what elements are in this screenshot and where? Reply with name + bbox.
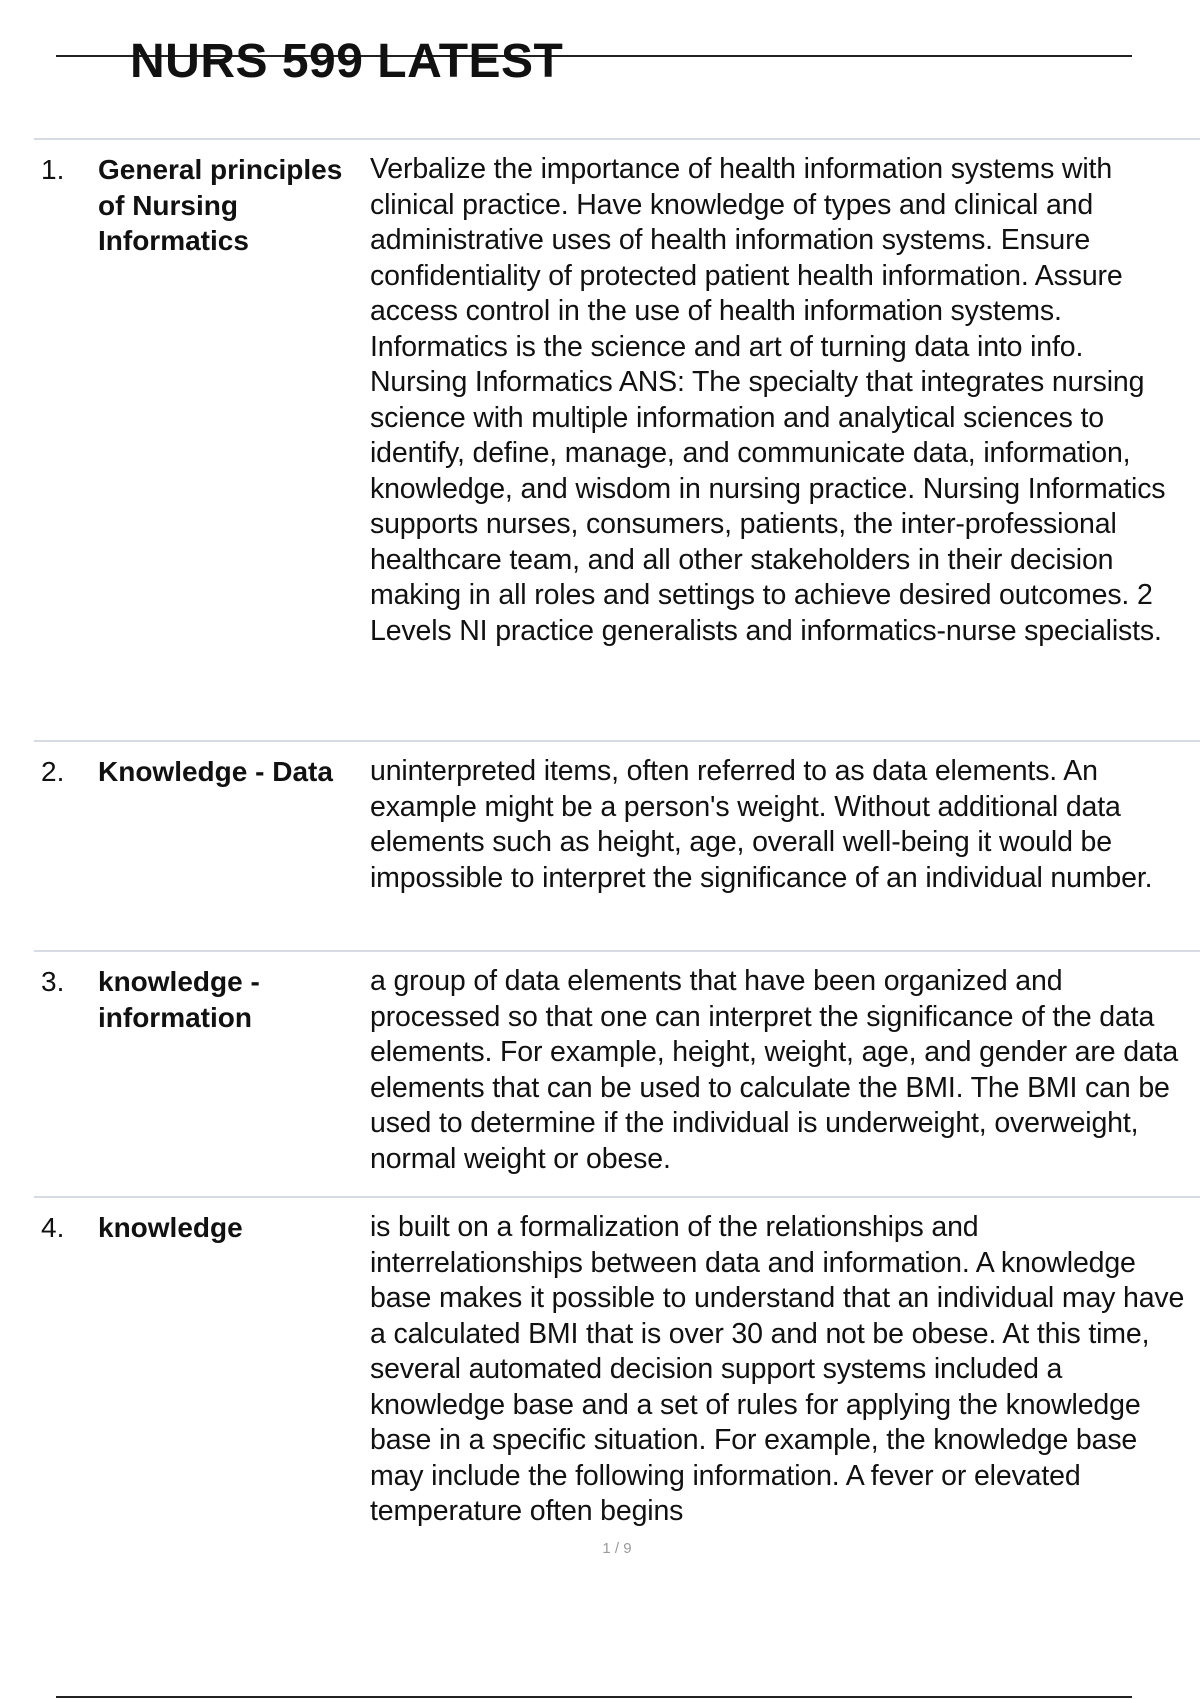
flashcard-list xyxy=(34,138,1200,1540)
card-number: 2. xyxy=(41,756,65,787)
card-number: 1. xyxy=(41,154,65,185)
card-number: 4. xyxy=(41,1212,65,1243)
card-term: knowledge - information xyxy=(98,966,260,1033)
flashcard-row xyxy=(34,950,1200,1196)
card-term: General principles of Nursing Informatics xyxy=(98,154,343,256)
page-title: NURS 599 LATEST xyxy=(130,35,564,88)
page-indicator: 1 / 9 xyxy=(602,1540,632,1557)
flashcard-row xyxy=(34,138,1200,740)
bottom-rule xyxy=(56,1696,1132,1698)
flashcard-row xyxy=(34,740,1200,950)
flashcard-row xyxy=(34,1196,1200,1540)
card-definition: Verbalize the importance of health information systems with clinical practice. Have knowledge of types and clinical and administrative uses of health information systems. Ensure confidentiality of protected patient health information. Assure access control in the use of health information systems. Informatics is the science and art of turning data into info. Nursing Informatics ANS: The specialty that integrates nursing science with multiple information and analytical sciences to identify, define, manage, and communicate data, information, knowledge, and wisdom in nursing practice. Nursing Informatics supports nurses, consumers, patients, the inter-professional healthcare team, and all other stakeholders in their decision making in all roles and settings to achieve desired outcomes. 2 Levels NI practice generalists and informatics-nurse specialists. xyxy=(370,153,1166,647)
card-definition: is built on a formalization of the relationships and interrelationships between data and information. A knowledge base makes it possible to understand that an individual may have a calculated BMI that is over 30 and not be obese. At this time, several automated decision support systems included a knowledge base and a set of rules for applying the knowledge base in a specific situation. For example, the knowledge base may include the following information. A fever or elevated temperature often begins xyxy=(370,1211,1185,1527)
card-term: Knowledge - Data xyxy=(98,756,333,787)
card-definition: a group of data elements that have been organized and processed so that one can interpret the significance of the data elements. For example, height, weight, age, and gender are data elements that can be used to calculate the BMI. The BMI can be used to determine if the individual is underweight, overweight, normal weight or obese. xyxy=(370,965,1179,1175)
card-term: knowledge xyxy=(98,1212,243,1243)
card-number: 3. xyxy=(41,966,65,997)
card-definition: uninterpreted items, often referred to as data elements. An example might be a person's weight. Without additional data elements such as height, age, overall well-being it would be impossible to interpret the significance of an individual number. xyxy=(370,755,1153,894)
